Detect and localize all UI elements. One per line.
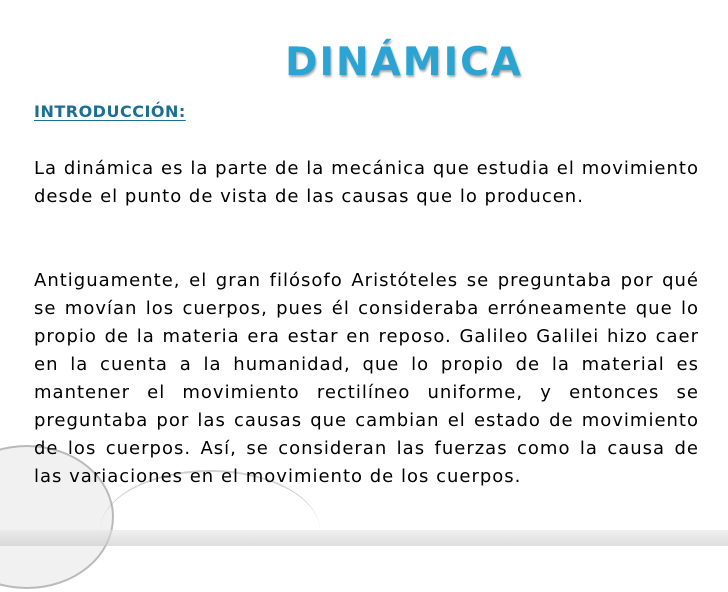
- slide-title: DINÁMICA: [285, 40, 523, 85]
- decorative-bottom-band: [0, 530, 728, 546]
- section-heading: INTRODUCCIÓN:: [34, 102, 186, 121]
- paragraph-definition: La dinámica es la parte de la mecánica que estudia el movimiento desde el punto de vista de las causas que lo producen.: [34, 158, 699, 207]
- paragraph-history: Antiguamente, el gran filósofo Aristóteles se preguntaba por qué se movían los cuerpos, pues él consideraba erróneamente que lo propio de la materia era estar en reposo. Galileo Galilei hizo caer en la cuenta a la humanidad, que lo propio de la material es mantener el movimiento rectilíneo uniforme, y entonces se preguntaba por las causas que cambian el estado de movimiento de los cuerpos. Así, se consideran las fuerzas como la causa de las variaciones en el movimiento de los cuerpos.: [34, 270, 699, 487]
